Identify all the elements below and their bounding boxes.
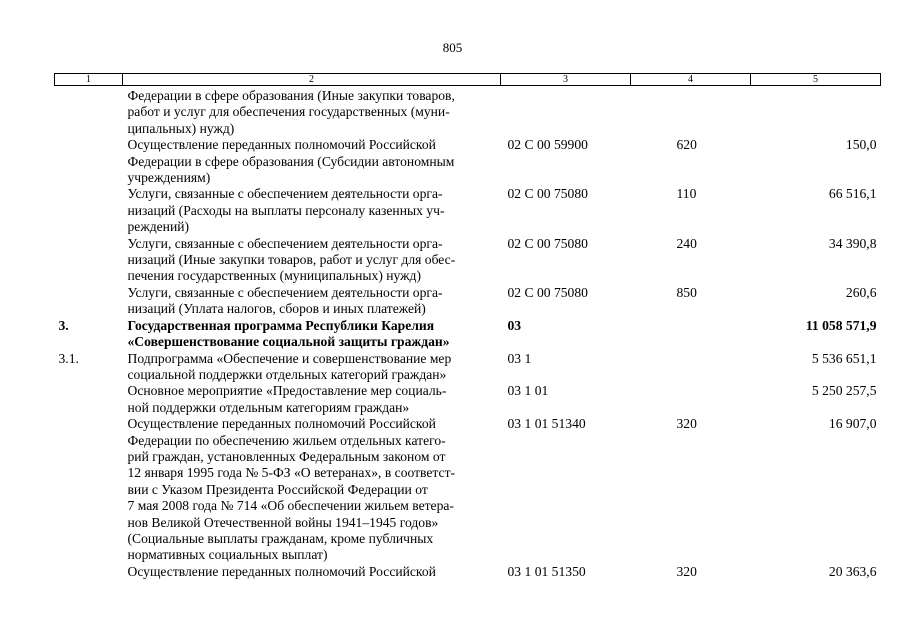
column-header-3: 3 xyxy=(501,74,631,86)
row-code: 03 1 01 xyxy=(507,383,549,399)
row-name-line: работ и услуг для обеспечения государственных (муни- xyxy=(127,104,450,120)
column-header-5: 5 xyxy=(751,74,881,86)
row-number xyxy=(55,86,123,138)
row-name xyxy=(123,351,501,384)
row-name-line: ципальных) нужд) xyxy=(127,120,235,136)
row-name-line: реждений) xyxy=(127,219,190,235)
row-expense-type xyxy=(631,383,751,416)
row-number xyxy=(55,564,123,580)
row-code: 03 1 01 51340 xyxy=(507,416,586,432)
row-amount: 5 250 257,5 xyxy=(811,383,877,399)
row-name-line: нормативных социальных выплат) xyxy=(127,547,328,563)
row-name-line: Государственная программа Республики Карелия xyxy=(127,317,435,333)
row-amount: 34 390,8 xyxy=(828,235,877,251)
row-name-line: низаций (Иные закупки товаров, работ и услуг для обес- xyxy=(127,252,456,268)
table-row xyxy=(55,318,881,351)
row-number xyxy=(55,186,123,235)
row-number xyxy=(55,285,123,318)
row-name-line: низаций (Расходы на выплаты персоналу казенных уч- xyxy=(127,202,445,218)
row-name-line: 12 января 1995 года № 5-ФЗ «О ветеранах», в соответст- xyxy=(127,465,456,481)
table-row xyxy=(55,383,881,416)
column-header-4: 4 xyxy=(631,74,751,86)
budget-table xyxy=(54,73,881,580)
row-code: 02 С 00 75080 xyxy=(507,284,588,300)
row-name-line: Федерации в сфере образования (Иные закупки товаров, xyxy=(127,88,455,103)
row-expense-type: 110 xyxy=(676,186,697,202)
table-row xyxy=(55,186,881,235)
row-amount xyxy=(751,86,881,138)
row-name xyxy=(123,318,501,351)
row-amount: 66 516,1 xyxy=(828,186,877,202)
table-row xyxy=(55,86,881,138)
row-expense-type xyxy=(631,351,751,384)
row-name-line: Услуги, связанные с обеспечением деятельности орга- xyxy=(127,284,443,300)
row-expense-type: 850 xyxy=(676,284,697,300)
row-expense-type: 320 xyxy=(676,416,697,432)
row-name xyxy=(123,564,501,580)
row-expense-type: 620 xyxy=(676,137,697,153)
row-name-line: низаций (Уплата налогов, сборов и иных платежей) xyxy=(127,301,426,317)
row-name xyxy=(123,416,501,564)
row-amount: 150,0 xyxy=(845,137,877,153)
row-name-line: Подпрограмма «Обеспечение и совершенствование мер xyxy=(127,350,452,366)
row-number: 3.1. xyxy=(58,350,79,366)
row-number xyxy=(55,416,123,564)
row-expense-type: 320 xyxy=(676,563,697,579)
row-number xyxy=(55,383,123,416)
table-row xyxy=(55,236,881,285)
row-name-line: Основное мероприятие «Предоставление мер социаль- xyxy=(127,383,447,399)
row-code: 02 С 00 59900 xyxy=(507,137,588,153)
row-name-line: Осуществление переданных полномочий Российской xyxy=(127,563,436,579)
row-name-line: ной поддержки отдельным категориям граждан» xyxy=(127,399,410,415)
row-name-line: (Социальные выплаты гражданам, кроме публичных xyxy=(127,530,434,546)
row-name-line: «Совершенствование социальной защиты граждан» xyxy=(127,334,450,350)
row-name-line: Услуги, связанные с обеспечением деятельности орга- xyxy=(127,235,443,251)
row-expense-type: 240 xyxy=(676,235,697,251)
row-name xyxy=(123,86,501,138)
row-code: 02 С 00 75080 xyxy=(507,186,588,202)
row-name-line: учреждениям) xyxy=(127,170,211,186)
table-row xyxy=(55,285,881,318)
column-header-1: 1 xyxy=(55,74,123,86)
column-header-2: 2 xyxy=(123,74,501,86)
table-row xyxy=(55,564,881,580)
row-code: 03 1 01 51350 xyxy=(507,563,586,579)
row-amount: 20 363,6 xyxy=(828,563,877,579)
row-name-line: 7 мая 2008 года № 714 «Об обеспечении жильем ветера- xyxy=(127,498,454,514)
row-name-line: печения государственных (муниципальных) нужд) xyxy=(127,268,421,284)
row-code: 03 xyxy=(507,317,522,333)
header-row xyxy=(55,74,881,86)
row-name-line: Осуществление переданных полномочий Российской xyxy=(127,137,436,153)
row-name xyxy=(123,285,501,318)
row-name-line: нов Великой Отечественной войны 1941–1945 годов» xyxy=(127,514,439,530)
row-name xyxy=(123,186,501,235)
row-expense-type xyxy=(631,318,751,351)
row-name-line: вии с Указом Президента Российской Федерации от xyxy=(127,481,428,497)
row-number: 3. xyxy=(58,317,69,333)
table-row xyxy=(55,137,881,186)
row-name xyxy=(123,383,501,416)
row-code: 02 С 00 75080 xyxy=(507,235,588,251)
row-amount: 11 058 571,9 xyxy=(805,317,877,333)
table-row xyxy=(55,351,881,384)
row-name-line: Федерации по обеспечению жильем отдельных катего- xyxy=(127,432,446,448)
row-name xyxy=(123,137,501,186)
page-number: 805 xyxy=(442,40,463,55)
row-name-line: Услуги, связанные с обеспечением деятельности орга- xyxy=(127,186,443,202)
row-name-line: рий граждан, установленных Федеральным законом от xyxy=(127,448,446,464)
row-amount: 5 536 651,1 xyxy=(811,350,877,366)
table-header xyxy=(55,74,881,86)
row-name-line: Осуществление переданных полномочий Российской xyxy=(127,416,436,432)
row-name-line: социальной поддержки отдельных категорий граждан» xyxy=(127,366,447,382)
row-code: 03 1 xyxy=(507,350,532,366)
table-row xyxy=(55,416,881,564)
table-body xyxy=(55,86,881,581)
row-amount: 260,6 xyxy=(845,284,877,300)
row-name-line: Федерации в сфере образования (Субсидии автономным xyxy=(127,153,455,169)
row-amount: 16 907,0 xyxy=(828,416,877,432)
row-code xyxy=(501,86,631,138)
row-number xyxy=(55,236,123,285)
row-number xyxy=(55,137,123,186)
row-name xyxy=(123,236,501,285)
row-expense-type xyxy=(631,86,751,138)
